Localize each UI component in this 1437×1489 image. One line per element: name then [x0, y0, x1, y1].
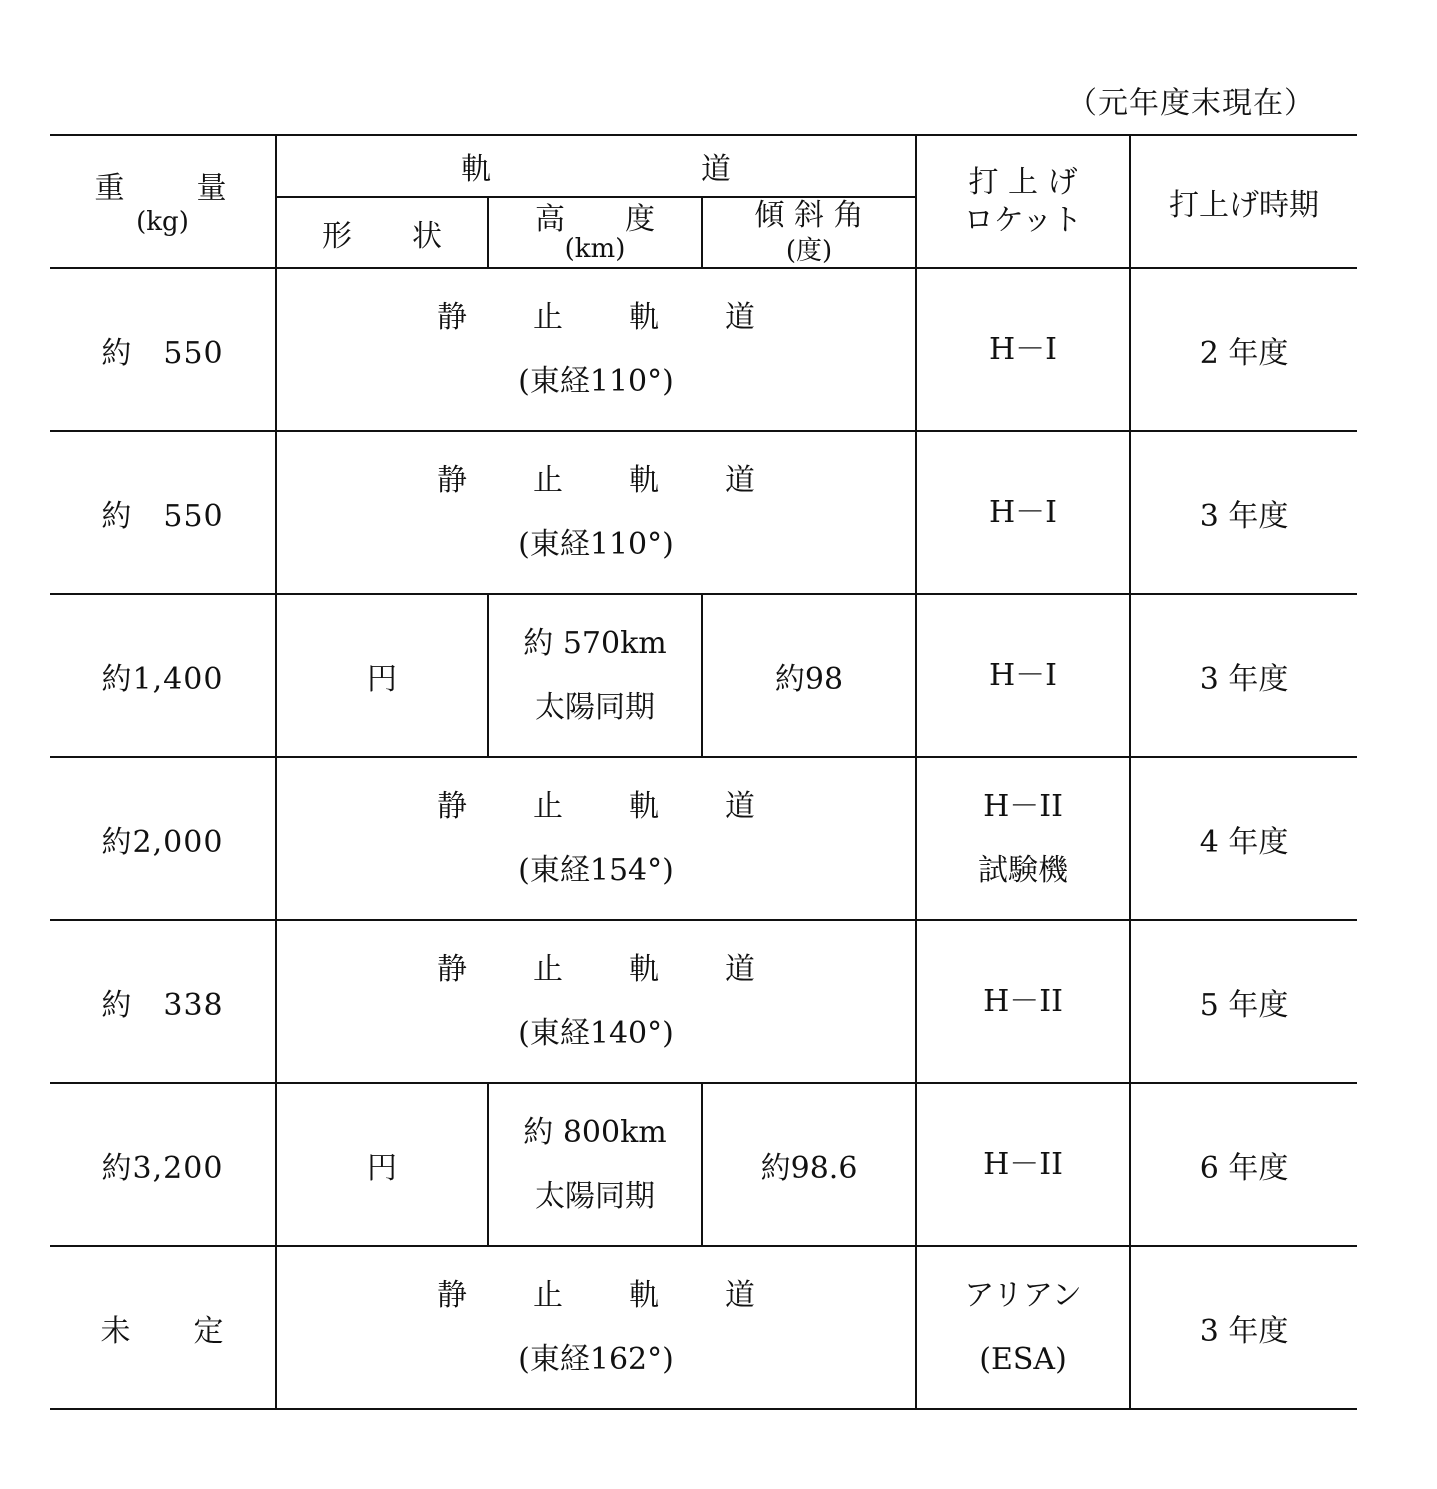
launch-time-cell: 6 年度 — [1130, 1083, 1357, 1246]
table-row — [50, 431, 1357, 594]
weight-cell: 約3,200 — [50, 1083, 276, 1246]
weight-cell: 約 550 — [50, 431, 276, 594]
rocket-cell: アリアン (ESA) — [916, 1246, 1130, 1409]
weight-cell: 約2,000 — [50, 757, 276, 920]
orbit-longitude: (東経140°) — [518, 1015, 674, 1051]
launch-time-cell: 2 年度 — [1130, 268, 1357, 431]
table-row — [50, 920, 1357, 1083]
orbit-cell: 静 止 軌 道 (東経162°) — [276, 1246, 916, 1409]
rocket-cell: H－II — [916, 1083, 1130, 1246]
table-row — [50, 1083, 1357, 1246]
table-row — [50, 268, 1357, 431]
header-weight: 重 量 (kg) — [50, 135, 276, 268]
rocket-variant: 試験機 — [978, 852, 1069, 888]
launch-time-cell: 5 年度 — [1130, 920, 1357, 1083]
weight-cell: 約1,400 — [50, 594, 276, 757]
rocket-cell: H－II 試験機 — [916, 757, 1130, 920]
table-row — [50, 594, 1357, 757]
weight-cell: 約 338 — [50, 920, 276, 1083]
orbit-cell: 静 止 軌 道 (東経110°) — [276, 268, 916, 431]
weight-cell: 約 550 — [50, 268, 276, 431]
header-weight-unit: (kg) — [136, 206, 189, 237]
header-shape: 形 状 — [276, 197, 488, 268]
rocket-cell: H－I — [916, 594, 1130, 757]
rocket-cell: H－I — [916, 431, 1130, 594]
shape-cell: 円 — [276, 594, 488, 757]
header-inclination-unit: (度) — [785, 236, 833, 266]
header-inclination: 傾 斜 角 (度) — [702, 197, 916, 268]
altitude-cell: 約 800km 太陽同期 — [488, 1083, 702, 1246]
orbit-longitude: (東経110°) — [518, 526, 674, 562]
launch-time-cell: 3 年度 — [1130, 431, 1357, 594]
table-row — [50, 1246, 1357, 1409]
header-altitude-unit: (km) — [564, 233, 626, 264]
orbit-longitude: (東経162°) — [518, 1341, 674, 1377]
header-rocket: 打 上 げ ロケット — [916, 135, 1130, 268]
header-launch-time: 打上げ時期 — [1130, 135, 1357, 268]
rocket-cell: H－I — [916, 268, 1130, 431]
altitude-cell: 約 570km 太陽同期 — [488, 594, 702, 757]
rocket-cell: H－II — [916, 920, 1130, 1083]
launch-time-cell: 3 年度 — [1130, 594, 1357, 757]
header-altitude: 高 度 (km) — [488, 197, 702, 268]
satellite-table — [50, 134, 1357, 1410]
orbit-longitude: (東経154°) — [518, 852, 674, 888]
orbit-cell: 静 止 軌 道 (東経110°) — [276, 431, 916, 594]
orbit-cell: 静 止 軌 道 (東経140°) — [276, 920, 916, 1083]
inclination-cell: 約98 — [702, 594, 916, 757]
orbit-cell: 静 止 軌 道 (東経154°) — [276, 757, 916, 920]
launch-time-cell: 3 年度 — [1130, 1246, 1357, 1409]
shape-cell: 円 — [276, 1083, 488, 1246]
weight-cell: 未 定 — [50, 1246, 276, 1409]
launch-time-cell: 4 年度 — [1130, 757, 1357, 920]
rocket-operator: (ESA) — [979, 1341, 1067, 1377]
as-of-note: （元年度末現在） — [1067, 86, 1315, 121]
orbit-longitude: (東経110°) — [518, 363, 674, 399]
table-row — [50, 757, 1357, 920]
inclination-cell: 約98.6 — [702, 1083, 916, 1246]
header-orbit: 軌 道 — [276, 135, 916, 197]
